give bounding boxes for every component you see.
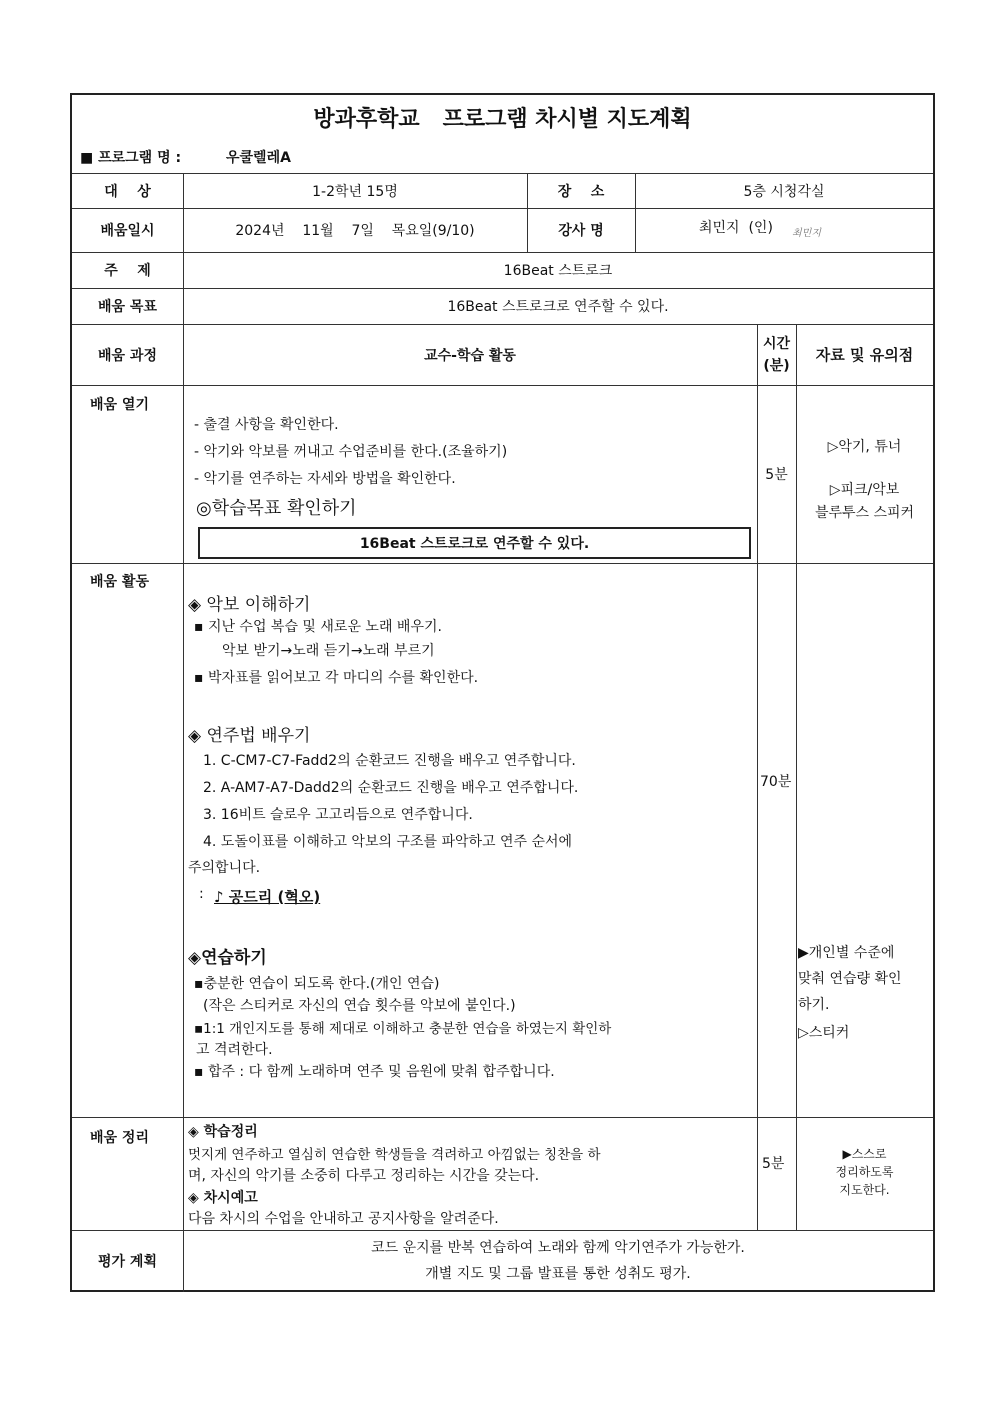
program-name: 우쿨렐레A [226, 150, 291, 166]
header-activity: 교수-학습 활동 [424, 347, 516, 364]
opening-line-2: - 악기와 악보를 꺼내고 수업준비를 한다.(조율하기) [194, 444, 508, 460]
activity-sec2-line-3: 3. 16비트 슬로우 고고리듬으로 연주합니다. [203, 807, 473, 823]
date-value: 2024년 11월 7일 목요일(9/10) [235, 223, 475, 239]
closing-materials-2: 정리하도록 [835, 1165, 894, 1179]
activity-label: 배움 활동 [90, 574, 149, 590]
closing-time: 5분 [762, 1156, 785, 1172]
header-time-line1: 시간 [762, 335, 791, 352]
activity-sec3-line-3: ▪1:1 개인지도를 통해 제대로 이해하고 충분한 연습을 하였는지 확인하 [194, 1021, 612, 1037]
activity-materials-3: 하기. [798, 997, 830, 1013]
closing-summary-title: ◈ 학습정리 [188, 1124, 258, 1140]
opening-goal-box: 16Beat 스트로크로 연주할 수 있다. [198, 527, 751, 559]
goal-label: 배움 목표 [98, 299, 157, 315]
activity-sec1-line-3: ▪ 박자표를 읽어보고 각 마디의 수를 확인한다. [194, 670, 479, 686]
row-divider [72, 563, 933, 564]
header-process: 배움 과정 [98, 347, 157, 364]
evaluation-line-2: 개별 지도 및 그룹 발표를 통한 성취도 평가. [425, 1266, 691, 1282]
header-time [757, 324, 796, 385]
activity-materials-2: 맞춰 연습량 확인 [798, 971, 902, 987]
activity-sec2-line-4: 4. 도돌이표를 이해하고 악보의 구조를 파악하고 연주 순서에 [203, 834, 573, 850]
opening-line-1: - 출결 사항을 확인한다. [194, 417, 339, 433]
place-value: 5층 시청각실 [743, 183, 825, 200]
activity-sec2-title: ◈ 연주법 배우기 [188, 726, 311, 746]
activity-materials-1: ▶개인별 수준에 [798, 945, 895, 961]
teacher-value: 최민지 (인) [699, 220, 773, 236]
opening-label: 배움 열기 [90, 397, 149, 413]
lesson-plan-table [70, 93, 935, 1292]
activity-sec2-line-5: 주의합니다. [188, 860, 261, 876]
song-title: ♪ 공드리 (혁오) [214, 888, 321, 906]
opening-materials-3: 블루투스 스피커 [814, 505, 915, 521]
activity-sec1-line-1: ▪ 지난 수업 복습 및 새로운 노래 배우기. [194, 619, 442, 635]
opening-goal-check: ◎학습목표 확인하기 [196, 498, 357, 519]
activity-sec3-line-2: (작은 스티커로 자신의 연습 횟수를 악보에 붙인다.) [203, 998, 516, 1014]
date-label: 배움일시 [100, 223, 155, 239]
activity-sec3-title: ◈연습하기 [188, 948, 267, 968]
closing-preview-title: ◈ 차시예고 [188, 1190, 258, 1206]
header-materials: 자료 및 유의점 [815, 346, 914, 364]
activity-sec1-line-2: 악보 받기→노래 듣기→노래 부르기 [222, 643, 435, 659]
teacher-signature: 최민지 [792, 228, 821, 239]
activity-sec3-line-1: ▪충분한 연습이 되도록 한다.(개인 연습) [194, 976, 440, 992]
closing-line-2: 며, 자신의 악기를 소중히 다루고 정리하는 시간을 갖는다. [188, 1168, 540, 1184]
row-divider [72, 1117, 933, 1118]
place-label: 장 소 [557, 183, 605, 200]
activity-sec2-line-2: 2. A-AM7-A7-Dadd2의 순환코드 진행을 배우고 연주합니다. [203, 780, 579, 796]
header-time-line2: (분) [763, 357, 790, 374]
topic-value: 16Beat 스트로크 [503, 263, 613, 279]
evaluation-label: 평가 계획 [98, 1254, 157, 1270]
activity-sec1-title: ◈ 악보 이해하기 [188, 595, 311, 615]
topic-label: 주 제 [104, 263, 151, 279]
evaluation-line-1: 코드 운지를 반복 연습하여 노래와 함께 악기연주가 가능한가. [371, 1240, 745, 1256]
opening-line-3: - 악기를 연주하는 자세와 방법을 확인한다. [194, 471, 456, 487]
row-divider [72, 385, 933, 386]
activity-materials-4: ▷스티커 [798, 1025, 850, 1041]
opening-time: 5분 [765, 467, 788, 483]
target-label: 대 상 [104, 183, 151, 200]
evaluation-content [183, 1230, 933, 1292]
opening-materials-2: ▷피크/악보 [829, 482, 900, 498]
opening-materials-1: ▷악기, 튜너 [827, 439, 902, 455]
teacher-label: 강사 명 [558, 223, 604, 239]
program-prefix: ■ 프로그램 명 : [80, 150, 182, 166]
closing-line-1: 멋지게 연주하고 열심히 연습한 학생들을 격려하고 아낌없는 칭찬을 하 [188, 1147, 601, 1163]
closing-line-3: 다음 차시의 수업을 안내하고 공지사항을 알려준다. [188, 1211, 499, 1227]
closing-materials-1: ▶스스로 [842, 1147, 887, 1161]
activity-sec2-line-1: 1. C-CM7-C7-Fadd2의 순환코드 진행을 배우고 연주합니다. [203, 753, 576, 769]
closing-label: 배움 정리 [90, 1130, 149, 1146]
doc-title: 방과후학교 프로그램 차시별 지도계획 [313, 106, 692, 132]
song-prefix: : [199, 886, 204, 902]
activity-time: 70분 [760, 774, 792, 790]
activity-sec3-line-5: ▪ 합주 : 다 함께 노래하며 연주 및 음원에 맞춰 합주합니다. [194, 1064, 555, 1080]
goal-value: 16Beat 스트로크로 연주할 수 있다. [447, 299, 669, 315]
target-value: 1-2학년 15명 [312, 183, 398, 200]
activity-sec3-line-4: 고 격려한다. [196, 1042, 273, 1058]
closing-materials [796, 1145, 933, 1199]
closing-materials-3: 지도한다. [839, 1183, 890, 1197]
